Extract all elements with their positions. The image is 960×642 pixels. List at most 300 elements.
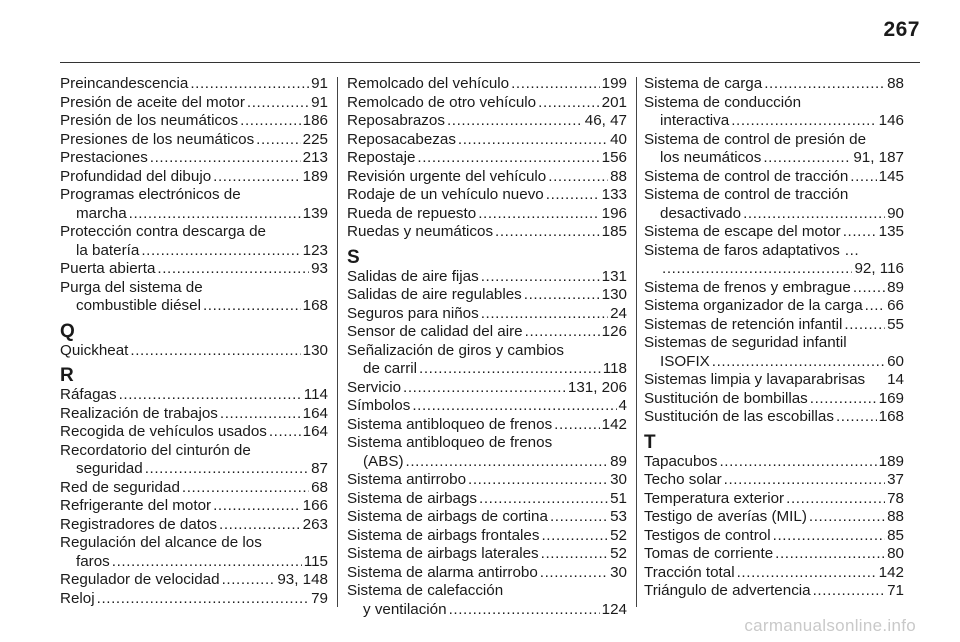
entry-line	[347, 112, 627, 131]
entry-page-ref: 46, 47	[584, 112, 627, 129]
entry-page-ref: 126	[601, 323, 627, 340]
index-entry	[644, 297, 904, 316]
index-entry	[60, 75, 328, 94]
index-entry	[60, 168, 328, 187]
entry-term: Sistema antirrobo	[347, 471, 467, 488]
letter-heading: S	[347, 246, 360, 268]
entry-page-ref: 166	[302, 497, 328, 514]
dot-leader	[412, 397, 616, 416]
dot-leader	[190, 75, 309, 94]
dot-leader	[213, 497, 301, 516]
dot-leader	[468, 471, 608, 490]
entry-line	[644, 242, 904, 261]
entry-term: y ventilación	[363, 600, 447, 618]
entry-term: Sistema organizador de la carga	[644, 297, 863, 314]
entry-line	[644, 223, 904, 242]
dot-leader	[541, 545, 608, 564]
entry-line	[60, 75, 328, 94]
index-entry	[60, 497, 328, 516]
entry-line	[60, 386, 328, 405]
index-entry	[347, 205, 627, 224]
index-column-2	[347, 75, 627, 619]
entry-line	[60, 442, 328, 461]
dot-leader	[213, 168, 301, 187]
entry-term: Presión de aceite del motor	[60, 93, 245, 111]
entry-page-ref: 88	[887, 508, 904, 525]
entry-line	[347, 490, 627, 509]
entry-page-ref: 146	[878, 112, 904, 129]
entry-page-ref: 225	[302, 130, 328, 148]
dot-leader	[145, 460, 309, 479]
entry-continuation-line	[644, 149, 904, 168]
entry-line	[347, 397, 627, 416]
entry-term: Presión de los neumáticos	[60, 112, 239, 129]
entry-page-ref: 91, 187	[853, 149, 904, 166]
dot-leader	[737, 564, 877, 583]
entry-term: Reposabrazos	[347, 112, 445, 129]
dot-leader	[724, 471, 885, 490]
entry-term: combustible diésel	[76, 297, 201, 314]
dot-leader	[775, 545, 885, 564]
entry-term: Sistema de airbags frontales	[347, 526, 540, 544]
index-entry	[347, 397, 627, 416]
index-entry	[347, 94, 627, 113]
index-entry	[644, 490, 904, 509]
letter-heading: Q	[60, 320, 75, 342]
entry-line	[60, 260, 328, 279]
index-entry	[347, 545, 627, 564]
dot-leader	[850, 168, 876, 187]
dot-leader	[449, 601, 600, 620]
entry-page-ref: 168	[878, 408, 904, 425]
entry-term: Sistema de airbags de cortina	[347, 508, 548, 525]
entry-term: Recogida de vehículos usados	[60, 423, 267, 440]
index-entry	[644, 471, 904, 490]
index-entry	[347, 268, 627, 287]
entry-line	[347, 323, 627, 342]
index-entry	[644, 564, 904, 583]
entry-line	[644, 582, 904, 601]
index-entry	[347, 168, 627, 187]
entry-line	[347, 416, 627, 435]
entry-line	[644, 94, 904, 113]
entry-line	[60, 131, 328, 150]
index-entry	[347, 112, 627, 131]
entry-term: Prestaciones	[60, 149, 148, 166]
entry-page-ref: 89	[887, 278, 904, 296]
dot-leader	[417, 149, 599, 168]
entry-term: Testigos de control	[644, 526, 771, 544]
entry-line	[60, 223, 328, 242]
entry-line	[644, 371, 904, 390]
index-entry	[644, 131, 904, 168]
index-entry	[60, 94, 328, 113]
entry-page-ref: 30	[610, 471, 627, 488]
entry-page-ref: 55	[887, 315, 904, 333]
index-entry	[644, 582, 904, 601]
entry-term: Ruedas y neumáticos	[347, 223, 494, 240]
dot-leader	[406, 453, 609, 472]
dot-leader	[548, 168, 608, 187]
entry-page-ref: 130	[302, 341, 328, 359]
index-entry	[644, 527, 904, 546]
entry-term: Sustitución de bombillas	[644, 389, 808, 407]
entry-page-ref: 168	[302, 297, 328, 314]
index-entry	[60, 534, 328, 571]
dot-leader	[853, 279, 885, 298]
entry-continuation-line	[347, 601, 627, 620]
entry-term: Quickheat	[60, 341, 129, 359]
entry-line	[644, 564, 904, 583]
index-entry	[347, 186, 627, 205]
entry-line	[60, 94, 328, 113]
entry-page-ref: 24	[610, 304, 627, 322]
dot-leader	[836, 408, 877, 427]
entry-term: Repostaje	[347, 149, 416, 166]
entry-line	[644, 508, 904, 527]
entry-line	[644, 297, 904, 316]
dot-leader	[269, 423, 301, 442]
entry-page-ref: 135	[878, 223, 904, 240]
entry-term: Testigo de averías (MIL)	[644, 508, 807, 525]
entry-page-ref: 90	[887, 204, 904, 222]
entry-page-ref: 93	[311, 260, 328, 277]
index-entry	[60, 516, 328, 535]
dot-leader	[481, 268, 600, 287]
index-entry	[644, 75, 904, 94]
index-entry	[60, 223, 328, 260]
entry-page-ref: 52	[610, 545, 627, 562]
entry-line	[644, 186, 904, 205]
entry-term: Red de seguridad	[60, 478, 180, 496]
dot-leader	[764, 75, 885, 94]
dot-leader	[479, 490, 608, 509]
entry-continuation-line	[60, 297, 328, 316]
index-entry	[347, 342, 627, 379]
dot-leader	[719, 453, 876, 472]
entry-term: Recordatorio del cinturón de	[60, 441, 251, 459]
dot-leader	[478, 205, 599, 224]
index-entry	[644, 390, 904, 409]
entry-line	[60, 186, 328, 205]
entry-line	[347, 508, 627, 527]
dot-leader	[220, 405, 301, 424]
entry-term: Símbolos	[347, 397, 411, 414]
entry-term: Señalización de giros y cambios	[347, 341, 564, 359]
entry-line	[60, 149, 328, 168]
index-entry	[347, 149, 627, 168]
entry-term: Remolcado de otro vehículo	[347, 93, 537, 111]
dot-leader	[538, 94, 600, 113]
entry-page-ref: 60	[887, 352, 904, 370]
entry-term: Presiones de los neumáticos	[60, 130, 255, 148]
index-entry	[60, 342, 328, 361]
entry-page-ref: 37	[887, 471, 904, 488]
entry-term: Temperatura exterior	[644, 489, 785, 507]
entry-page-ref: 130	[601, 286, 627, 303]
entry-page-ref: 114	[303, 386, 328, 403]
entry-term: Sistema de control de tracción	[644, 186, 849, 203]
entry-page-ref: 189	[302, 167, 328, 185]
entry-line	[644, 279, 904, 298]
entry-line	[60, 279, 328, 298]
entry-line	[60, 342, 328, 361]
entry-page-ref: 53	[610, 508, 627, 525]
entry-line	[644, 527, 904, 546]
index-entry	[347, 75, 627, 94]
dot-leader	[240, 112, 301, 131]
watermark: carmanualsonline.info	[744, 616, 916, 635]
entry-page-ref: 40	[610, 130, 627, 148]
header-rule	[60, 62, 920, 63]
entry-page-ref: 78	[887, 489, 904, 507]
entry-line	[347, 268, 627, 287]
index-entry	[60, 571, 328, 590]
dot-leader	[813, 582, 885, 601]
entry-line	[644, 334, 904, 353]
dot-leader	[540, 564, 608, 583]
entry-term: Sistema de airbags laterales	[347, 545, 539, 562]
index-entry	[60, 405, 328, 424]
entry-term: Registradores de datos	[60, 515, 218, 533]
dot-leader	[865, 297, 885, 316]
entry-term: Regulador de velocidad	[60, 571, 220, 588]
entry-page-ref: 80	[887, 545, 904, 562]
letter-heading: T	[644, 431, 656, 453]
entry-continuation-line	[347, 453, 627, 472]
entry-term: de carril	[363, 360, 418, 377]
index-entry	[644, 223, 904, 242]
dot-leader	[247, 94, 309, 113]
dot-leader	[731, 112, 876, 131]
dot-leader	[141, 242, 300, 261]
entry-page-ref: 118	[602, 360, 627, 377]
index-entry	[644, 316, 904, 335]
entry-line	[347, 223, 627, 242]
column-divider	[337, 77, 338, 607]
dot-leader	[119, 386, 302, 405]
entry-term: Rueda de repuesto	[347, 204, 477, 222]
entry-line	[347, 582, 627, 601]
entry-term: Seguros para niños	[347, 304, 479, 322]
dot-leader	[112, 553, 302, 572]
entry-line	[644, 390, 904, 409]
entry-line	[60, 423, 328, 442]
entry-page-ref: 79	[311, 589, 328, 607]
entry-page-ref: 131, 206	[567, 378, 627, 396]
entry-continuation-line	[644, 205, 904, 224]
dot-leader	[150, 149, 301, 168]
entry-page-ref: 92, 116	[854, 260, 904, 277]
entry-line	[60, 479, 328, 498]
index-entry	[644, 186, 904, 223]
entry-term: Sensor de calidad del aire	[347, 323, 523, 340]
entry-line	[347, 205, 627, 224]
dot-leader	[182, 479, 309, 498]
dot-leader	[495, 223, 600, 242]
entry-line	[644, 75, 904, 94]
dot-leader	[773, 527, 885, 546]
index-entry	[644, 545, 904, 564]
entry-term: Tracción total	[644, 563, 735, 581]
entry-page-ref: 52	[610, 526, 627, 544]
entry-continuation-line	[644, 112, 904, 131]
entry-term: Remolcado del vehículo	[347, 75, 510, 92]
index-entry	[347, 323, 627, 342]
index-entry	[60, 423, 328, 442]
dot-leader	[844, 316, 885, 335]
entry-continuation-line	[644, 260, 904, 279]
dot-leader	[554, 416, 599, 435]
entry-line	[347, 342, 627, 361]
dot-leader	[763, 149, 851, 168]
index-entry	[644, 168, 904, 187]
entry-term: Protección contra descarga de	[60, 223, 266, 240]
index-column-3	[644, 75, 904, 619]
entry-page-ref: 66	[887, 297, 904, 314]
dot-leader	[97, 590, 309, 609]
index-columns	[60, 75, 920, 619]
dot-leader	[222, 571, 276, 590]
entry-term: Techo solar	[644, 471, 722, 488]
index-entry	[644, 371, 904, 390]
entry-term: Profundidad del dibujo	[60, 167, 212, 185]
entry-line	[347, 131, 627, 150]
entry-page-ref: 93, 148	[277, 571, 328, 588]
entry-page-ref: 169	[878, 389, 904, 407]
dot-leader	[662, 260, 852, 279]
entry-term: Triángulo de advertencia	[644, 582, 811, 599]
entry-line	[347, 149, 627, 168]
entry-page-ref: 88	[887, 75, 904, 92]
dot-leader	[256, 131, 300, 150]
entry-page-ref: 196	[601, 204, 627, 222]
entry-line	[347, 75, 627, 94]
entry-line	[60, 534, 328, 553]
dot-leader	[712, 353, 885, 372]
dot-leader	[203, 297, 301, 316]
dot-leader	[524, 286, 600, 305]
dot-leader	[219, 516, 301, 535]
dot-leader	[541, 527, 608, 546]
entry-term: Programas electrónicos de	[60, 186, 241, 203]
entry-term: Reloj	[60, 589, 95, 607]
entry-term: Sistema de carga	[644, 75, 763, 92]
entry-page-ref: 142	[878, 563, 904, 581]
entry-page-ref: 71	[887, 582, 904, 599]
entry-term: faros	[76, 552, 110, 570]
entry-continuation-line	[60, 242, 328, 261]
entry-term: Sustitución de las escobillas	[644, 408, 834, 425]
index-entry	[60, 260, 328, 279]
page-number: 267	[883, 18, 920, 41]
entry-line	[60, 112, 328, 131]
index-entry	[60, 442, 328, 479]
entry-page-ref: 139	[302, 204, 328, 222]
entry-term: Realización de trabajos	[60, 404, 218, 422]
entry-term: Tomas de corriente	[644, 545, 774, 562]
entry-term: Sistema de faros adaptativos …	[644, 241, 860, 259]
entry-continuation-line	[60, 553, 328, 572]
entry-term: marcha	[76, 204, 127, 222]
index-entry	[644, 334, 904, 371]
entry-page-ref: 201	[601, 93, 627, 111]
entry-page-ref: 88	[610, 167, 627, 185]
entry-line	[644, 490, 904, 509]
column-divider	[636, 77, 637, 607]
index-entry	[347, 223, 627, 242]
entry-line	[347, 527, 627, 546]
entry-line	[347, 471, 627, 490]
entry-page-ref: 189	[878, 452, 904, 470]
index-entry	[347, 564, 627, 583]
entry-term: Salidas de aire fijas	[347, 267, 479, 285]
dot-leader	[843, 223, 877, 242]
index-entry	[60, 149, 328, 168]
index-entry	[644, 508, 904, 527]
entry-term: la batería	[76, 241, 140, 259]
entry-line	[644, 131, 904, 150]
entry-term: desactivado	[660, 204, 742, 222]
entry-line	[60, 516, 328, 535]
index-entry	[347, 508, 627, 527]
entry-term: seguridad	[76, 460, 143, 477]
dot-leader	[419, 360, 601, 379]
entry-continuation-line	[347, 360, 627, 379]
index-entry	[347, 131, 627, 150]
entry-page-ref: 156	[601, 149, 627, 166]
index-entry	[644, 242, 904, 279]
index-entry	[347, 527, 627, 546]
dot-leader	[403, 379, 566, 398]
index-entry	[347, 471, 627, 490]
entry-term: Tapacubos	[644, 452, 718, 470]
entry-page-ref: 91	[311, 93, 328, 111]
entry-line	[347, 286, 627, 305]
entry-term: Regulación del alcance de los	[60, 534, 262, 551]
entry-page-ref: 133	[601, 186, 627, 203]
index-entry	[60, 186, 328, 223]
entry-term: Sistema de control de presión de	[644, 130, 867, 148]
dot-leader	[546, 186, 600, 205]
index-entry	[644, 453, 904, 472]
entry-page-ref: 199	[601, 75, 627, 92]
entry-page-ref: 185	[601, 223, 627, 240]
entry-line	[644, 316, 904, 335]
index-entry	[60, 590, 328, 609]
entry-line	[644, 471, 904, 490]
entry-line	[60, 571, 328, 590]
entry-page-ref: 186	[302, 112, 328, 129]
dot-leader	[481, 305, 608, 324]
index-entry	[347, 379, 627, 398]
entry-line	[60, 590, 328, 609]
entry-continuation-line	[60, 460, 328, 479]
entry-term: Sistema antibloqueo de frenos	[347, 434, 553, 451]
index-entry	[60, 112, 328, 131]
dot-leader	[810, 390, 877, 409]
entry-line	[347, 434, 627, 453]
entry-page-ref: 51	[610, 489, 627, 507]
entry-term: Sistema de airbags	[347, 489, 478, 507]
entry-term: (ABS)	[363, 452, 404, 470]
entry-term: Sistemas limpia y lavaparabrisas	[644, 371, 866, 388]
entry-line	[644, 168, 904, 187]
entry-page-ref: 87	[311, 460, 328, 477]
entry-line	[347, 379, 627, 398]
dot-leader	[129, 205, 301, 224]
entry-line	[60, 168, 328, 187]
